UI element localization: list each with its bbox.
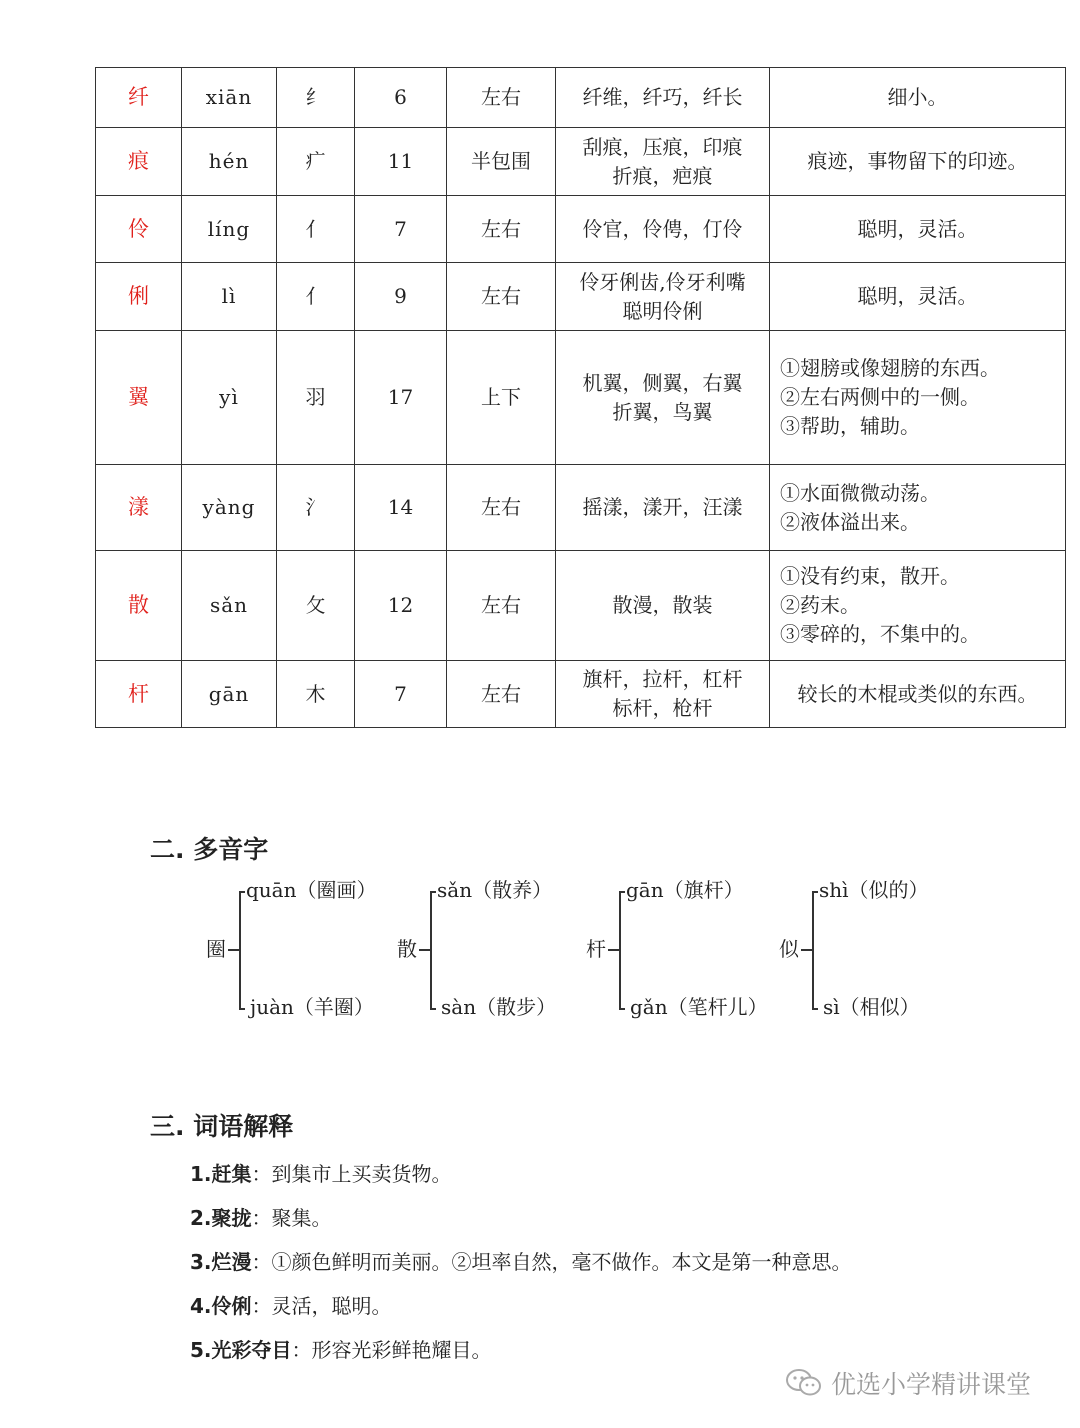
meaning-line: ③零碎的，不集中的。 xyxy=(780,622,980,646)
bracket-bar xyxy=(239,891,241,1009)
strokes-cell: 6 xyxy=(355,68,447,128)
strokes-cell: 7 xyxy=(355,661,447,728)
reading-bottom: sì（相似） xyxy=(823,995,920,1019)
radical-cell: 亻 xyxy=(277,196,355,263)
meaning-line: 聪明，灵活。 xyxy=(857,216,978,241)
pinyin-cell: líng xyxy=(182,196,277,263)
bracket-tick-top xyxy=(239,891,245,893)
vocab-definition: 形容光彩鲜艳耀目。 xyxy=(311,1338,492,1362)
polyphone-group xyxy=(586,870,786,1030)
word-line: 旗杆，拉杆，杠杆 xyxy=(582,667,743,691)
structure-cell: 左右 xyxy=(447,465,556,551)
radical-cell: 亻 xyxy=(277,263,355,331)
meaning-cell xyxy=(770,128,1066,196)
vocab-sep: ： xyxy=(251,1206,272,1230)
meaning-line: ①没有约束，散开。 xyxy=(780,564,960,588)
meaning-line: 较长的木棍或类似的东西。 xyxy=(797,681,1038,706)
char-cell: 伶 xyxy=(96,196,182,263)
radical-cell: 木 xyxy=(277,661,355,728)
words-cell xyxy=(556,465,770,551)
word-line: 折痕，疤痕 xyxy=(612,163,713,188)
vocab-item xyxy=(190,1336,492,1364)
vocab-definition: ①颜色鲜明而美丽。②坦率自然，毫不做作。本文是第一种意思。 xyxy=(271,1250,852,1274)
word-line: 折翼，鸟翼 xyxy=(612,399,713,424)
words-cell xyxy=(556,331,770,465)
meaning-cell xyxy=(770,68,1066,128)
bracket-tick-top xyxy=(812,891,818,893)
table-row xyxy=(96,465,1066,551)
structure-cell: 左右 xyxy=(447,263,556,331)
reading-top: shì（似的） xyxy=(819,878,929,902)
watermark xyxy=(785,1366,1031,1400)
vocab-definition: 灵活，聪明。 xyxy=(271,1294,392,1318)
vocab-item xyxy=(190,1204,332,1232)
polyphone-group xyxy=(779,870,979,1030)
table-row xyxy=(96,196,1066,263)
bracket-bar xyxy=(619,891,621,1009)
char-cell: 杆 xyxy=(96,661,182,728)
structure-cell: 上下 xyxy=(447,331,556,465)
word-line: 机翼，侧翼，右翼 xyxy=(582,370,743,395)
reading-bottom: sàn（散步） xyxy=(441,995,557,1019)
words-cell xyxy=(556,128,770,196)
reading-top: quān（圈画） xyxy=(246,878,377,902)
meaning-cell xyxy=(770,196,1066,263)
meaning-cell xyxy=(770,263,1066,331)
vocab-term: 3.烂漫 xyxy=(190,1250,252,1274)
table-row xyxy=(96,68,1066,128)
meaning-cell xyxy=(770,331,1066,465)
vocab-sep: ： xyxy=(251,1294,272,1318)
pinyin-cell: hén xyxy=(182,128,277,196)
vocab-term: 4.伶俐 xyxy=(190,1294,252,1318)
structure-cell: 左右 xyxy=(447,196,556,263)
words-cell xyxy=(556,551,770,661)
wechat-icon xyxy=(785,1368,823,1398)
bracket-tick-bottom xyxy=(812,1008,818,1010)
meaning-cell xyxy=(770,465,1066,551)
structure-cell: 左右 xyxy=(447,551,556,661)
pinyin-cell: yì xyxy=(182,331,277,465)
vocab-sep: ： xyxy=(251,1250,272,1274)
table-row xyxy=(96,128,1066,196)
word-line: 伶牙俐齿,伶牙利嘴 xyxy=(579,269,746,294)
vocab-definition: 到集市上买卖货物。 xyxy=(271,1162,452,1186)
table-row xyxy=(96,551,1066,661)
vocab-item xyxy=(190,1292,392,1320)
char-cell: 俐 xyxy=(96,263,182,331)
strokes-cell: 7 xyxy=(355,196,447,263)
bracket-tick-bottom xyxy=(430,1008,436,1010)
word-line: 标杆，枪杆 xyxy=(612,696,713,720)
pinyin-cell: yàng xyxy=(182,465,277,551)
reading-top: sǎn（散养） xyxy=(437,878,553,902)
vocab-item xyxy=(190,1248,852,1276)
words-cell xyxy=(556,661,770,728)
polyphone-group xyxy=(206,870,406,1030)
bracket-bar xyxy=(812,891,814,1009)
polyphone-char: 杆 xyxy=(586,937,606,961)
vocab-term: 1.赶集 xyxy=(190,1162,252,1186)
section-title-vocabulary: 三. 词语解释 xyxy=(150,1112,294,1141)
words-cell xyxy=(556,196,770,263)
strokes-cell: 12 xyxy=(355,551,447,661)
polyphone-char: 散 xyxy=(397,937,417,961)
bracket-tick-bottom xyxy=(239,1008,245,1010)
watermark-text: 优选小学精讲课堂 xyxy=(831,1370,1032,1399)
char-cell: 纤 xyxy=(96,68,182,128)
radical-cell: 疒 xyxy=(277,128,355,196)
table-row xyxy=(96,331,1066,465)
meaning-line: 细小。 xyxy=(887,85,948,109)
words-cell xyxy=(556,68,770,128)
character-table xyxy=(95,67,1066,728)
structure-cell: 左右 xyxy=(447,661,556,728)
vocab-sep: ： xyxy=(251,1162,272,1186)
strokes-cell: 11 xyxy=(355,128,447,196)
meaning-line: ③帮助，辅助。 xyxy=(780,414,920,438)
bracket-tick-bottom xyxy=(619,1008,625,1010)
strokes-cell: 14 xyxy=(355,465,447,551)
radical-cell: 羽 xyxy=(277,331,355,465)
strokes-cell: 17 xyxy=(355,331,447,465)
meaning-line: ①翅膀或像翅膀的东西。 xyxy=(780,356,1000,380)
pinyin-cell: xiān xyxy=(182,68,277,128)
radical-cell: 攵 xyxy=(277,551,355,661)
radical-cell: 氵 xyxy=(277,465,355,551)
meaning-cell xyxy=(770,551,1066,661)
word-line: 纤维，纤巧，纤长 xyxy=(582,85,743,109)
meaning-line: ②液体溢出来。 xyxy=(780,509,920,534)
char-cell: 痕 xyxy=(96,128,182,196)
radical-cell: 纟 xyxy=(277,68,355,128)
section-title-polyphones: 二. 多音字 xyxy=(150,835,269,864)
word-line: 伶官，伶俜，仃伶 xyxy=(582,216,743,241)
meaning-line: 痕迹，事物留下的印迹。 xyxy=(807,149,1028,173)
structure-cell: 左右 xyxy=(447,68,556,128)
words-cell xyxy=(556,263,770,331)
table-row xyxy=(96,661,1066,728)
table-row xyxy=(96,263,1066,331)
reading-bottom: juàn（羊圈） xyxy=(250,995,374,1019)
char-cell: 散 xyxy=(96,551,182,661)
meaning-cell xyxy=(770,661,1066,728)
vocab-term: 2.聚拢 xyxy=(190,1206,252,1230)
meaning-line: ②药末。 xyxy=(780,593,860,617)
polyphone-group xyxy=(397,870,597,1030)
structure-cell: 半包围 xyxy=(447,128,556,196)
word-line: 刮痕，压痕，印痕 xyxy=(582,134,743,159)
word-line: 散漫，散装 xyxy=(612,593,713,617)
vocab-sep: ： xyxy=(291,1338,312,1362)
char-cell: 漾 xyxy=(96,465,182,551)
word-line: 聪明伶俐 xyxy=(622,298,703,323)
bracket-tick-top xyxy=(430,891,436,893)
strokes-cell: 9 xyxy=(355,263,447,331)
reading-top: gān（旗杆） xyxy=(626,878,744,902)
polyphone-char: 圈 xyxy=(206,937,226,961)
meaning-line: ①水面微微动荡。 xyxy=(780,480,940,505)
vocab-item xyxy=(190,1160,452,1188)
meaning-line: ②左右两侧中的一侧。 xyxy=(780,385,980,409)
vocab-term: 5.光彩夺目 xyxy=(190,1338,292,1362)
word-line: 摇漾，漾开，汪漾 xyxy=(582,495,743,519)
pinyin-cell: gān xyxy=(182,661,277,728)
vocab-definition: 聚集。 xyxy=(271,1206,332,1230)
bracket-tick-top xyxy=(619,891,625,893)
pinyin-cell: lì xyxy=(182,263,277,331)
char-cell: 翼 xyxy=(96,331,182,465)
meaning-line: 聪明，灵活。 xyxy=(857,284,978,308)
reading-bottom: gǎn（笔杆儿） xyxy=(630,995,768,1019)
polyphone-char: 似 xyxy=(779,937,799,961)
bracket-bar xyxy=(430,891,432,1009)
pinyin-cell: sǎn xyxy=(182,551,277,661)
